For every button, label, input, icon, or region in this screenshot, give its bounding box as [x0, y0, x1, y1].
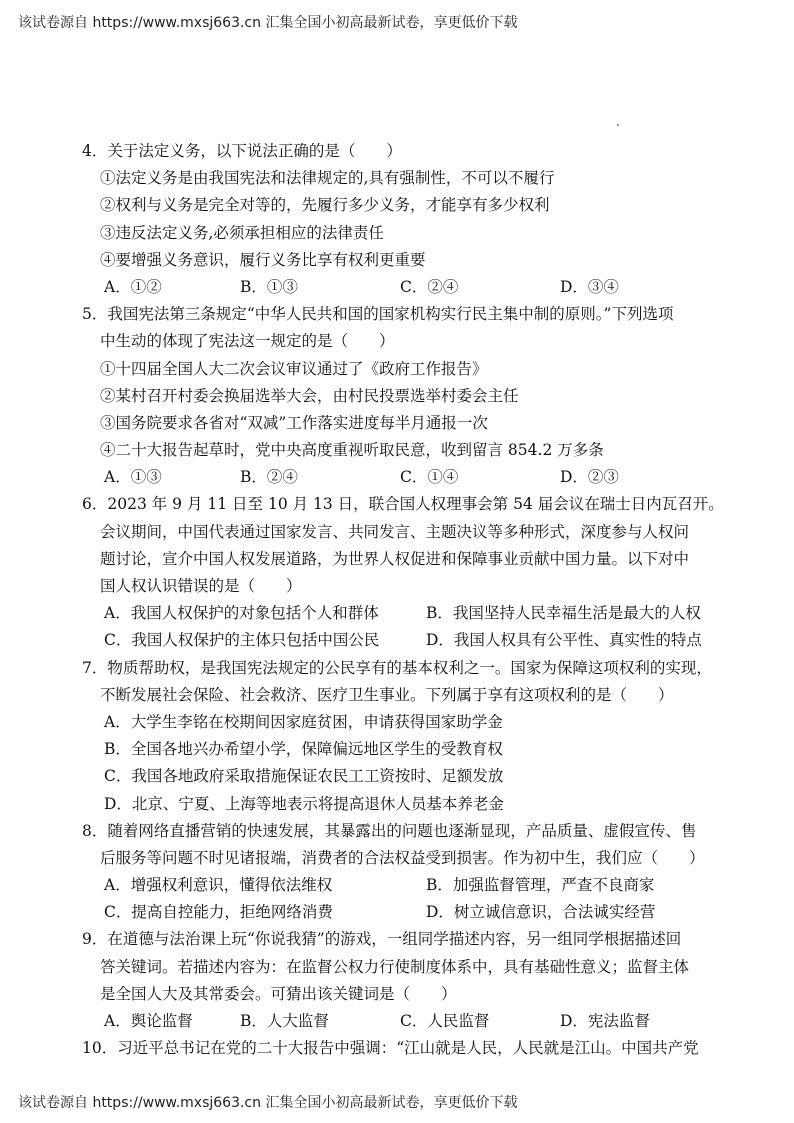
header-source-banner: 该试卷源自 https://www.mxsj663.cn 汇集全国小初高最新试卷，享更低价下载 — [18, 15, 518, 31]
question-stem-line: 8．随着网络直播营销的快速发展，其暴露出的问题也逐渐显现，产品质量、虚假宣传、售 — [82, 821, 697, 840]
answer-options-row — [82, 872, 722, 899]
question-stem-line: 是全国人大及其常委会。可猜出该关键词是（ ） — [100, 984, 457, 1003]
option-a: A．①② — [104, 277, 162, 296]
question-stem-line: 后服务等问题不时见诸报端，消费者的合法权益受到损害。作为初中生，我们应（ ） — [100, 848, 705, 867]
question-stem-line: 10．习近平总书记在党的二十大报告中强调：“江山就是人民，人民就是江山。中国共产党 — [82, 1039, 699, 1058]
statement-item: ①十四届全国人大二次会议审议通过了《政府工作报告》 — [100, 359, 488, 378]
option-c: C．②④ — [400, 277, 459, 296]
question-stem-line: 5．我国宪法第三条规定“中华人民共和国的国家机构实行民主集中制的原则。”下列选项 — [82, 305, 674, 324]
question-stem-line: 6．2023 年 9 月 11 日至 10 月 13 日，联合国人权理事会第 54 届会议在瑞士日内瓦召开。 — [82, 495, 724, 514]
statement-item: ①法定义务是由我国宪法和法律规定的,具有强制性，不可以不履行 — [100, 169, 555, 188]
question-5 — [82, 301, 722, 491]
question-stem-line: 国人权认识错误的是（ ） — [100, 577, 302, 595]
option-c: C．我国各地政府采取措施保证农民工工资按时、足额发放 — [104, 767, 504, 786]
option-d: D．我国人权具有公平性、真实性的特点 — [426, 631, 702, 650]
option-c: C．提高自控能力，拒绝网络消费 — [104, 903, 333, 922]
question-stem-line: 不断发展社会保险、社会救济、医疗卫生事业。下列属于享有这项权利的是（ ） — [100, 685, 674, 704]
option-b: B．全国各地兴办希望小学，保障偏远地区学生的受教育权 — [104, 740, 503, 759]
option-a: A．增强权利意识，懂得依法维权 — [104, 876, 333, 895]
option-b: B．人大监督 — [240, 1012, 329, 1030]
footer-source-banner: 该试卷源自 https://www.mxsj663.cn 汇集全国小初高最新试卷，享更低价下载 — [18, 1095, 518, 1111]
option-c: C．人民监督 — [400, 1012, 490, 1030]
option-c: C．①④ — [400, 468, 459, 487]
statement-item: ③违反法定义务,必须承担相应的法律责任 — [100, 223, 384, 242]
answer-options-row — [82, 899, 722, 926]
answer-options — [82, 464, 722, 491]
question-4 — [82, 138, 722, 301]
option-b: B．加强监督管理，严查不良商家 — [426, 876, 655, 895]
question-stem-line: 4．关于法定义务，以下说法正确的是（ ） — [82, 142, 402, 160]
question-stem-line: 中生动的体现了宪法这一规定的是（ ） — [100, 332, 395, 351]
question-6 — [82, 491, 722, 654]
option-d: D．北京、宁夏、上海等地表示将提高退休人员基本养老金 — [104, 794, 504, 813]
question-10 — [82, 1035, 722, 1062]
option-c: C．我国人权保护的主体只包括中国公民 — [104, 631, 380, 650]
option-b: B．①③ — [240, 277, 298, 296]
scan-speck — [617, 124, 619, 126]
statement-item: ②某村召开村委会换届选举大会，由村民投票选举村委会主任 — [100, 386, 519, 405]
statement-item: ③国务院要求各省对“双减”工作落实进度每半月通报一次 — [100, 413, 488, 432]
question-7 — [82, 655, 722, 818]
question-stem-line: 9．在道德与法治课上玩“你说我猜”的游戏，一组同学描述内容，另一组同学根据描述回 — [82, 930, 682, 949]
option-b: B．我国坚持人民幸福生活是最大的人权 — [426, 604, 701, 623]
answer-options-row — [82, 600, 722, 627]
statement-item: ②权利与义务是完全对等的，先履行多少义务，才能享有多少权利 — [100, 196, 550, 215]
question-stem-line: 答关键词。若描述内容为：在监督公权力行使制度体系中，具有基础性意义；监督主体 — [100, 957, 690, 976]
question-8 — [82, 818, 722, 927]
question-stem-line: 7．物质帮助权，是我国宪法规定的公民享有的基本权利之一。国家为保障这项权利的实现， — [82, 658, 712, 677]
option-d: D．③④ — [560, 277, 619, 296]
exam-content — [82, 138, 722, 1062]
option-b: B．②④ — [240, 468, 298, 487]
option-d: D．宪法监督 — [560, 1012, 650, 1030]
question-stem-line: 题讨论，宣介中国人权发展道路，为世界人权促进和保障事业贡献中国力量。以下对中 — [100, 549, 690, 568]
question-9 — [82, 926, 722, 1035]
answer-options — [82, 1008, 722, 1035]
statement-item: ④要增强义务意识，履行义务比享有权利更重要 — [100, 250, 426, 269]
option-a: A．我国人权保护的对象包括个人和群体 — [104, 604, 379, 623]
option-a: A．大学生李铭在校期间因家庭贫困，申请获得国家助学金 — [104, 712, 503, 731]
option-a: A．①③ — [104, 468, 162, 487]
answer-options — [82, 274, 722, 301]
statement-item: ④二十大报告起草时，党中央高度重视听取民意，收到留言 854.2 万多条 — [100, 441, 604, 460]
question-stem-line: 会议期间，中国代表通过国家发言、共同发言、主题决议等多种形式，深度参与人权问 — [100, 522, 690, 541]
option-d: D．树立诚信意识，合法诚实经营 — [426, 903, 656, 922]
answer-options-row — [82, 627, 722, 654]
option-a: A．舆论监督 — [104, 1012, 193, 1030]
option-d: D．②③ — [560, 468, 619, 487]
